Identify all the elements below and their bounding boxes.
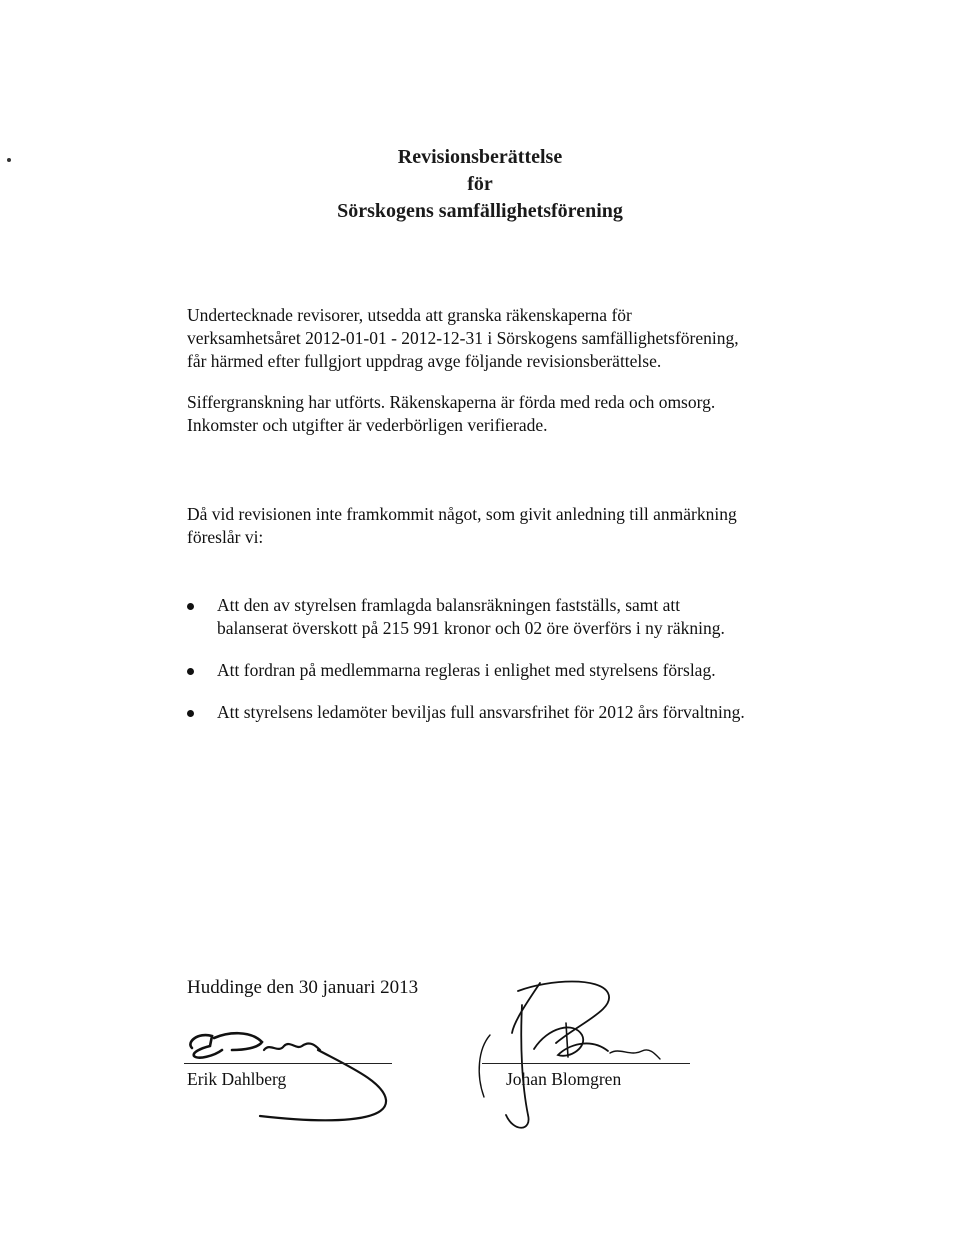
findings-line: Inkomster och utgifter är vederbörligen verifierade.: [187, 415, 548, 435]
proposal-intro-line: föreslår vi:: [187, 527, 264, 547]
list-item: [187, 594, 847, 640]
list-item: [187, 701, 847, 724]
proposal-line: Att den av styrelsen framlagda balansräkningen fastställs, samt att: [217, 595, 681, 615]
signer-name-right: Johan Blomgren: [506, 1069, 622, 1089]
proposal-line: Att fordran på medlemmarna regleras i enlighet med styrelsens förslag.: [217, 660, 716, 680]
findings-line: Siffergranskning har utförts. Räkenskaperna är förda med reda och omsorg.: [187, 392, 716, 412]
findings-paragraph: [187, 391, 827, 437]
title-line-1: Revisionsberättelse: [397, 146, 563, 168]
document-title: [240, 144, 720, 225]
intro-line: får härmed efter fullgjort uppdrag avge följande revisionsberättelse.: [187, 351, 662, 371]
proposal-list: [187, 594, 847, 743]
title-line-3: Sörskogens samfällighetsförening: [337, 200, 623, 222]
signature-line-left: [184, 1063, 392, 1064]
bullet-icon: [187, 603, 194, 610]
proposal-line: Att styrelsens ledamöter beviljas full ansvarsfrihet för 2012 års förvaltning.: [217, 702, 745, 722]
signer-name-left: Erik Dahlberg: [187, 1069, 287, 1089]
signature-johan-blomgren: [470, 965, 700, 1140]
list-item: [187, 659, 847, 682]
proposal-intro-paragraph: [187, 503, 827, 549]
place-and-date: Huddinge den 30 januari 2013: [187, 977, 419, 998]
title-line-2: för: [467, 173, 493, 195]
signature-line-right: [482, 1063, 690, 1064]
intro-line: Undertecknade revisorer, utsedda att granska räkenskaperna för: [187, 305, 632, 325]
proposal-intro-line: Då vid revisionen inte framkommit något, som givit anledning till anmärkning: [187, 504, 737, 524]
scan-mark: [7, 158, 11, 162]
proposal-line: balanserat överskott på 215 991 kronor och 02 öre överförs i ny räkning.: [217, 618, 725, 638]
bullet-icon: [187, 668, 194, 675]
bullet-icon: [187, 710, 194, 717]
intro-paragraph: [187, 304, 827, 373]
intro-line: verksamhetsåret 2012-01-01 - 2012-12-31 i Sörskogens samfällighetsförening,: [187, 328, 739, 348]
